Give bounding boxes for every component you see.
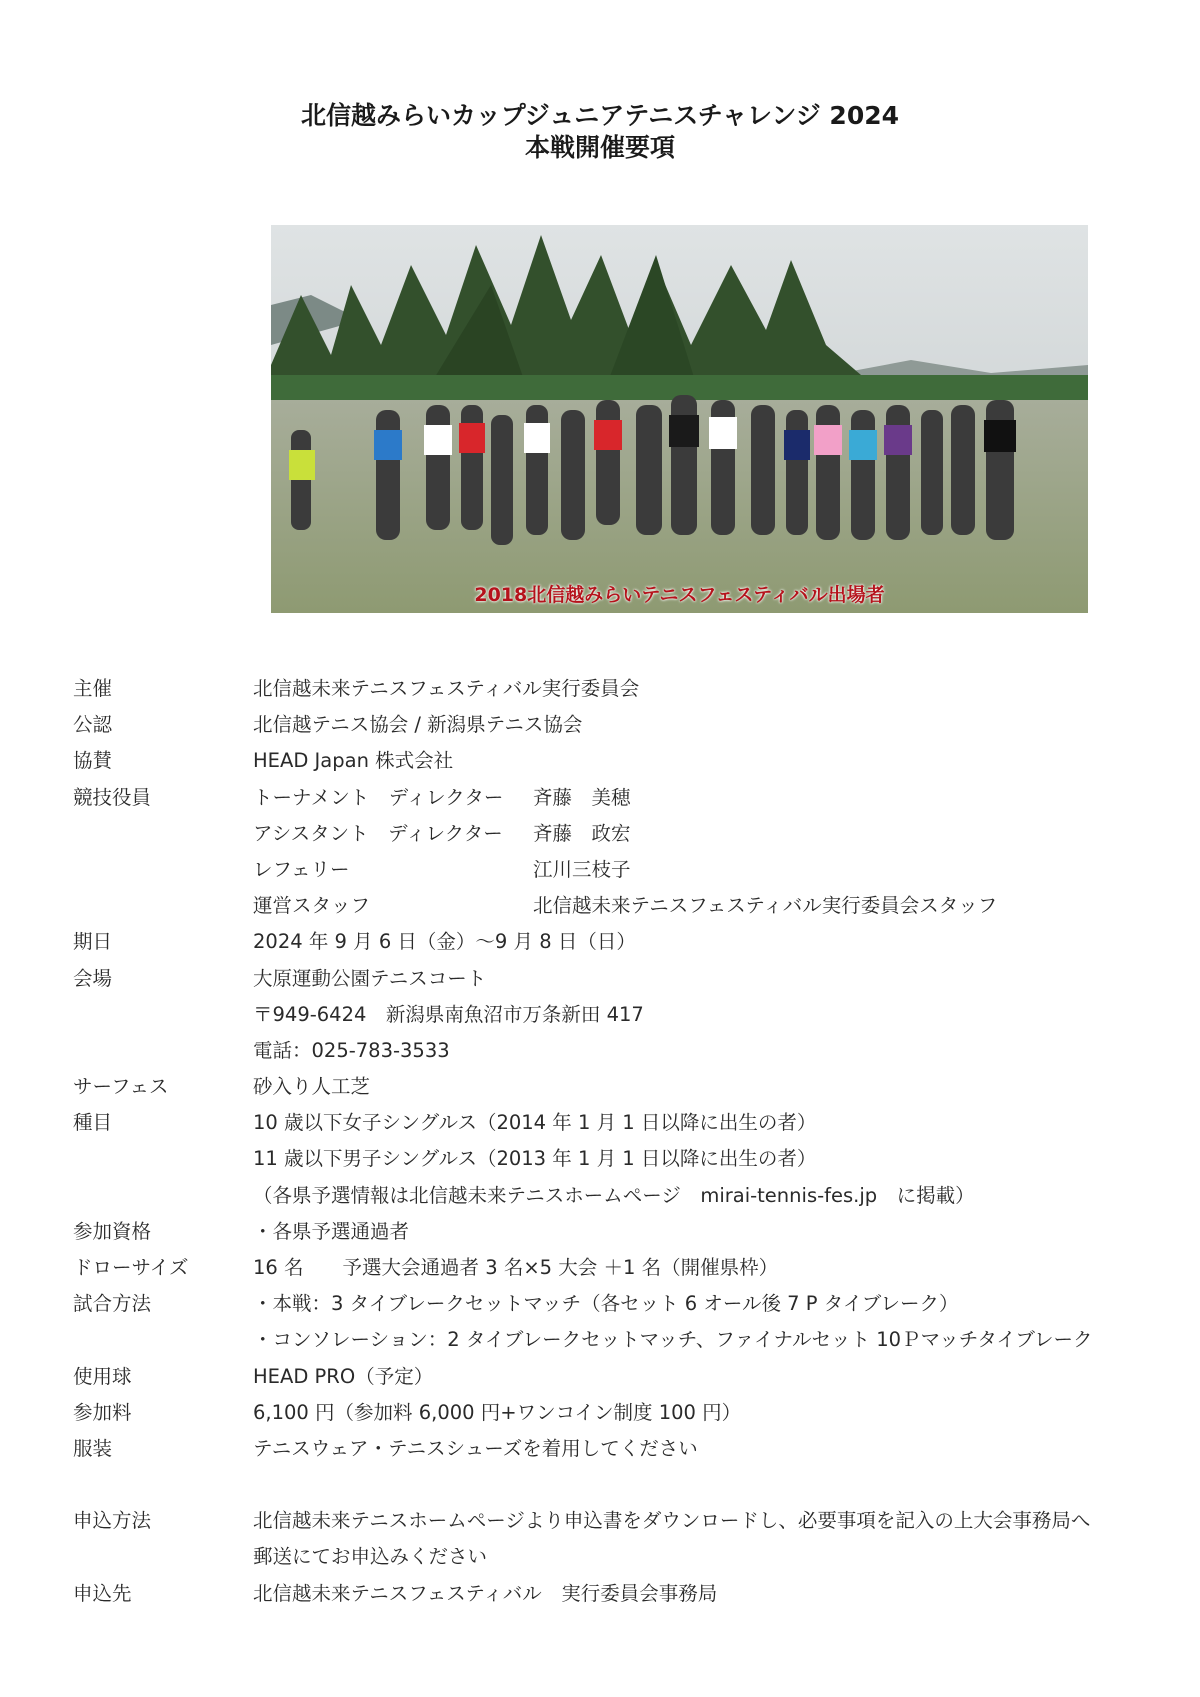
venue-name: 大原運動公園テニスコート xyxy=(253,966,487,990)
application-line: 北信越未来テニスホームページより申込書をダウンロードし、必要事項を記入の上大会事務局へ xyxy=(253,1509,1091,1533)
group-photo xyxy=(271,225,1088,613)
format-label: 試合方法 xyxy=(73,1292,152,1316)
events-label: 種目 xyxy=(73,1111,113,1135)
official-role: レフェリー xyxy=(253,857,350,881)
format-line: ・本戦：3 タイブレークセットマッチ（各セット 6 オール後 7 P タイブレーク） xyxy=(253,1292,959,1316)
row-address xyxy=(73,1576,1133,1612)
address-label: 申込先 xyxy=(73,1581,132,1605)
official-name: 斉藤 美穂 xyxy=(533,785,631,809)
balls-label: 使用球 xyxy=(73,1364,132,1388)
attire-label: 服装 xyxy=(73,1436,113,1460)
event-line: 10 歳以下女子シングルス（2014 年 1 月 1 日以降に出生の者） xyxy=(253,1111,817,1135)
draw-size-value: 16 名 予選大会通過者 3 名×5 大会 ＋1 名（開催県枠） xyxy=(253,1256,779,1279)
application-label: 申込方法 xyxy=(73,1509,152,1533)
row-dates xyxy=(73,924,1133,960)
row-events-3 xyxy=(73,1178,1133,1214)
row-officials-4 xyxy=(73,888,1133,924)
officials-label: 競技役員 xyxy=(73,785,152,809)
official-role: トーナメント ディレクター xyxy=(253,785,504,809)
address-value: 北信越未来テニスフェスティバル 実行委員会事務局 xyxy=(253,1581,718,1605)
sponsor-label: 協賛 xyxy=(73,749,113,773)
event-note: （各県予選情報は北信越未来テニスホームページ mirai-tennis-fes.jp に掲載） xyxy=(253,1183,975,1207)
row-officials-3 xyxy=(73,852,1133,888)
fee-label: 参加料 xyxy=(73,1400,132,1424)
row-sanction xyxy=(73,707,1133,743)
document-subtitle: 本戦開催要項 xyxy=(524,133,675,162)
sanction-label: 公認 xyxy=(73,713,113,737)
official-name: 斉藤 政宏 xyxy=(533,821,631,845)
official-role: 運営スタッフ xyxy=(253,894,371,918)
row-events-2 xyxy=(73,1141,1133,1177)
row-format-1 xyxy=(73,1286,1133,1322)
row-officials-1 xyxy=(73,780,1133,816)
sanction-value: 北信越テニス協会 / 新潟県テニス協会 xyxy=(253,713,583,737)
host-value: 北信越未来テニスフェスティバル実行委員会 xyxy=(253,677,640,700)
row-application-2 xyxy=(73,1539,1133,1575)
dates-value: 2024 年 9 月 6 日（金）～9 月 8 日（日） xyxy=(253,930,636,954)
group-photo-illustration xyxy=(271,225,1088,613)
official-role: アシスタント ディレクター xyxy=(253,821,503,845)
venue-phone: 電話：025-783-3533 xyxy=(253,1038,450,1062)
row-surface xyxy=(73,1069,1133,1105)
row-events-1 xyxy=(73,1105,1133,1141)
official-name: 北信越未来テニスフェスティバル実行委員会スタッフ xyxy=(533,894,998,918)
details-list xyxy=(73,671,1133,1612)
surface-value: 砂入り人工芝 xyxy=(253,1075,371,1099)
row-format-2 xyxy=(73,1322,1133,1358)
row-application-1 xyxy=(73,1503,1133,1539)
row-eligibility xyxy=(73,1214,1133,1250)
fee-value: 6,100 円（参加料 6,000 円+ワンコイン制度 100 円） xyxy=(253,1400,742,1424)
row-balls xyxy=(73,1359,1133,1395)
row-host xyxy=(73,671,1133,707)
row-fee xyxy=(73,1395,1133,1431)
application-line: 郵送にてお申込みください xyxy=(253,1545,488,1569)
surface-label: サーフェス xyxy=(73,1075,169,1099)
eligibility-label: 参加資格 xyxy=(73,1219,152,1243)
draw-size-label: ドローサイズ xyxy=(73,1256,189,1279)
host-label: 主催 xyxy=(73,677,113,700)
row-attire xyxy=(73,1431,1133,1467)
photo-caption: 2018北信越みらいテニスフェスティバル出場者 xyxy=(474,584,885,606)
sponsor-value: HEAD Japan 株式会社 xyxy=(253,749,454,773)
row-venue-2 xyxy=(73,997,1133,1033)
eligibility-value: ・各県予選通過者 xyxy=(253,1219,410,1243)
balls-value: HEAD PRO（予定） xyxy=(253,1364,434,1388)
official-name: 江川三枝子 xyxy=(533,857,631,881)
venue-label: 会場 xyxy=(73,966,113,990)
venue-address: 〒949-6424 新潟県南魚沼市万条新田 417 xyxy=(253,1002,644,1026)
row-venue-1 xyxy=(73,961,1133,997)
document-title: 北信越みらいカップジュニアテニスチャレンジ 2024 xyxy=(300,101,900,130)
row-sponsor xyxy=(73,743,1133,779)
attire-value: テニスウェア・テニスシューズを着用してください xyxy=(253,1436,698,1460)
row-venue-3 xyxy=(73,1033,1133,1069)
section-gap xyxy=(73,1467,1133,1503)
event-line: 11 歳以下男子シングルス（2013 年 1 月 1 日以降に出生の者） xyxy=(253,1147,817,1171)
dates-label: 期日 xyxy=(73,930,113,954)
format-line: ・コンソレーション：2 タイブレークセットマッチ、ファイナルセット 10Ｐマッチタイブレーク xyxy=(253,1328,1093,1352)
row-draw-size xyxy=(73,1250,1133,1286)
row-officials-2 xyxy=(73,816,1133,852)
